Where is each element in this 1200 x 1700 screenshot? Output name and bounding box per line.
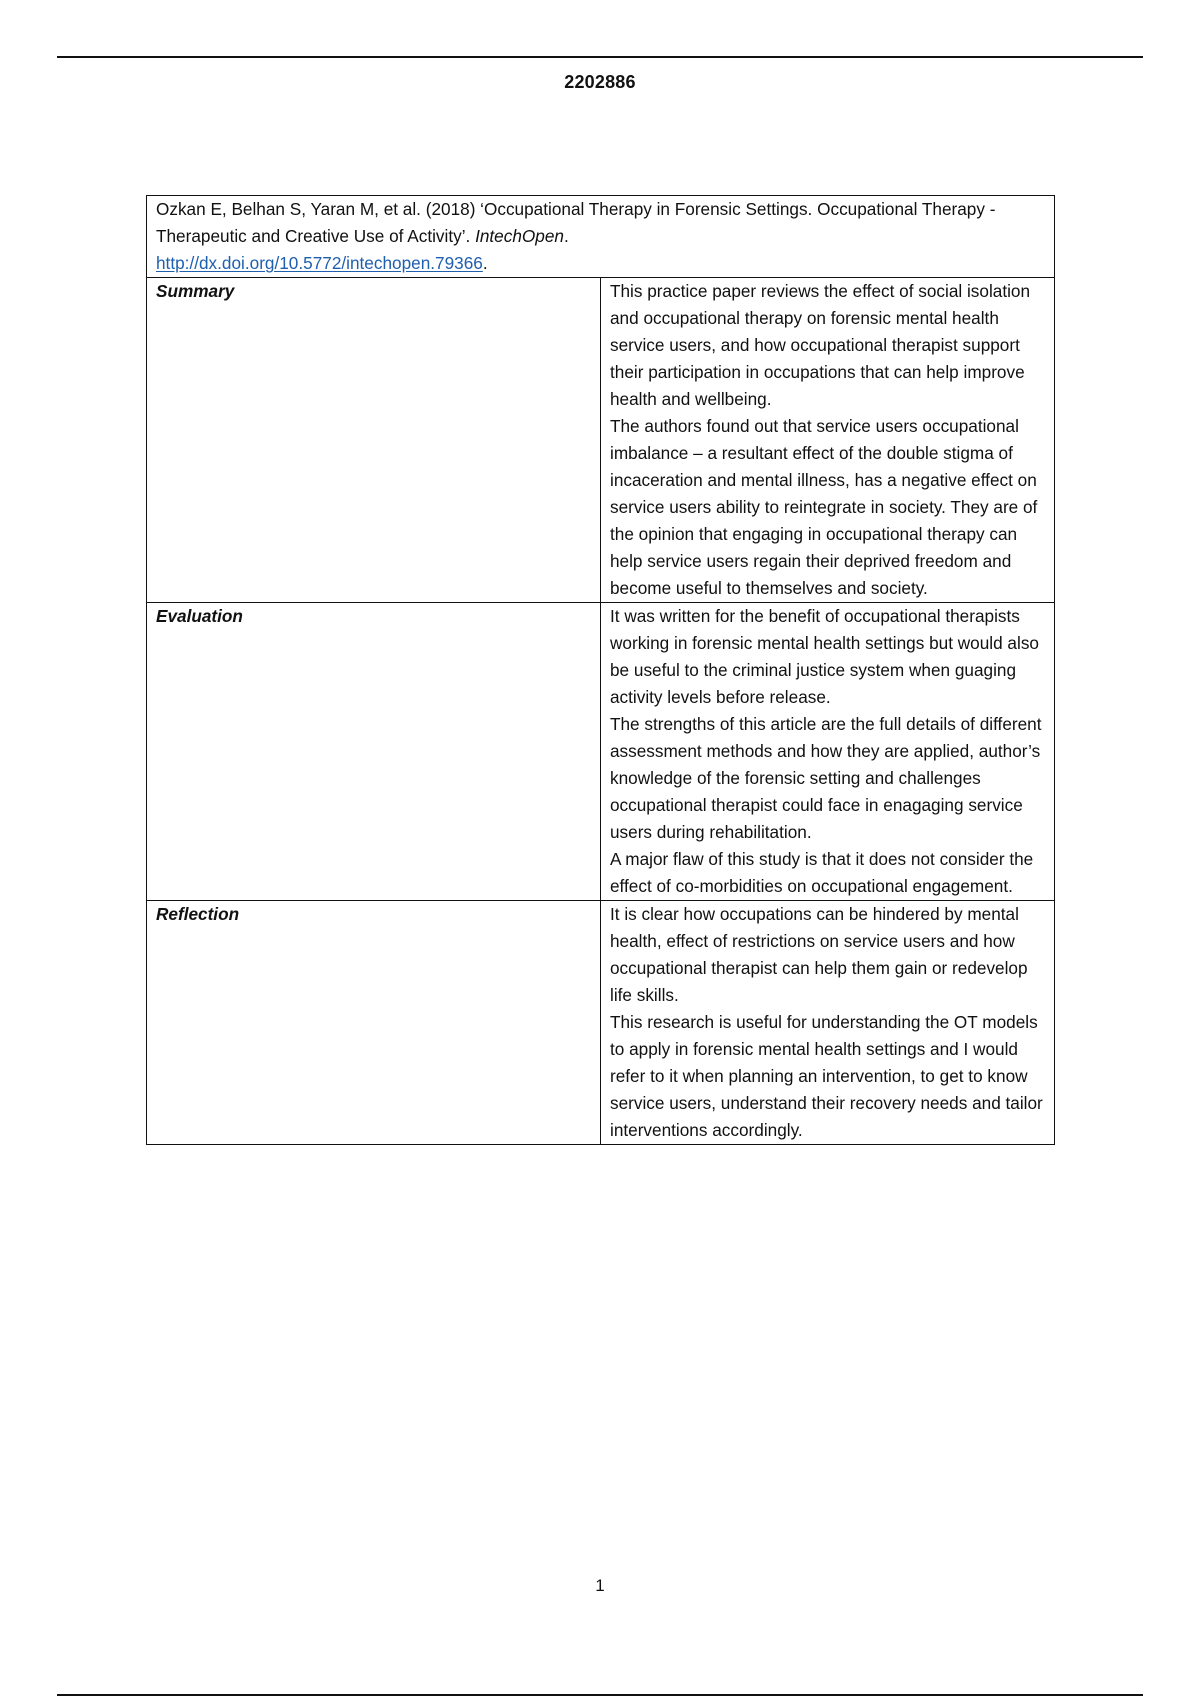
- header-rule: [57, 56, 1143, 58]
- reflection-content: [601, 901, 1055, 1145]
- evaluation-paragraph: The strengths of this article are the full details of different assessment methods and how they are applied, author’s knowledge of the forensic setting and challenges occupational therapist could face in enagaging service users during rehabilitation.: [610, 714, 1042, 842]
- citation-cell: [147, 196, 1055, 278]
- evaluation-label: Evaluation: [147, 603, 601, 901]
- reference-table: [146, 195, 1055, 1145]
- summary-paragraph: This practice paper reviews the effect of social isolation and occupational therapy on forensic mental health service users, and how occupational therapist support their participation in occupations that can help improve health and wellbeing.: [610, 281, 1031, 409]
- doi-link[interactable]: http://dx.doi.org/10.5772/intechopen.79366: [156, 253, 483, 273]
- citation-journal-period: .: [563, 226, 569, 246]
- reflection-paragraph: It is clear how occupations can be hindered by mental health, effect of restrictions on service users and how occupational therapist can help them gain or redevelop life skills.: [610, 904, 1028, 1005]
- summary-paragraph: The authors found out that service users occupational imbalance – a resultant effect of the double stigma of incaceration and mental illness, has a negative effect on service users ability to reintegrate in society. They are of the opinion that engaging in occupational therapy can help service users regain their deprived freedom and become useful to themselves and society.: [610, 416, 1038, 598]
- reflection-label: Reflection: [147, 901, 601, 1145]
- evaluation-content: [601, 603, 1055, 901]
- citation-row: [147, 196, 1055, 278]
- reflection-row: [147, 901, 1055, 1145]
- reflection-paragraph: This research is useful for understanding the OT models to apply in forensic mental health settings and I would refer to it when planning an intervention, to get to know service users, understand their recovery needs and tailor interventions accordingly.: [610, 1012, 1043, 1140]
- citation-journal: IntechOpen: [475, 226, 564, 246]
- citation-authors-title: Ozkan E, Belhan S, Yaran M, et al. (2018) ‘Occupational Therapy in Forensic Settings. Occupational Therapy - Therapeutic and Creative Use of Activity’.: [156, 199, 996, 246]
- summary-content: [601, 278, 1055, 603]
- citation-url-period: .: [482, 253, 488, 273]
- evaluation-row: [147, 603, 1055, 901]
- document-id: 2202886: [564, 72, 636, 92]
- summary-row: [147, 278, 1055, 603]
- evaluation-paragraph: A major flaw of this study is that it does not consider the effect of co-morbidities on occupational engagement.: [610, 849, 1034, 896]
- evaluation-paragraph: It was written for the benefit of occupational therapists working in forensic mental health settings but would also be useful to the criminal justice system when guaging activity levels before release.: [610, 606, 1039, 707]
- page-number: 1: [595, 1576, 605, 1595]
- footer-rule: [57, 1694, 1143, 1696]
- summary-label: Summary: [147, 278, 601, 603]
